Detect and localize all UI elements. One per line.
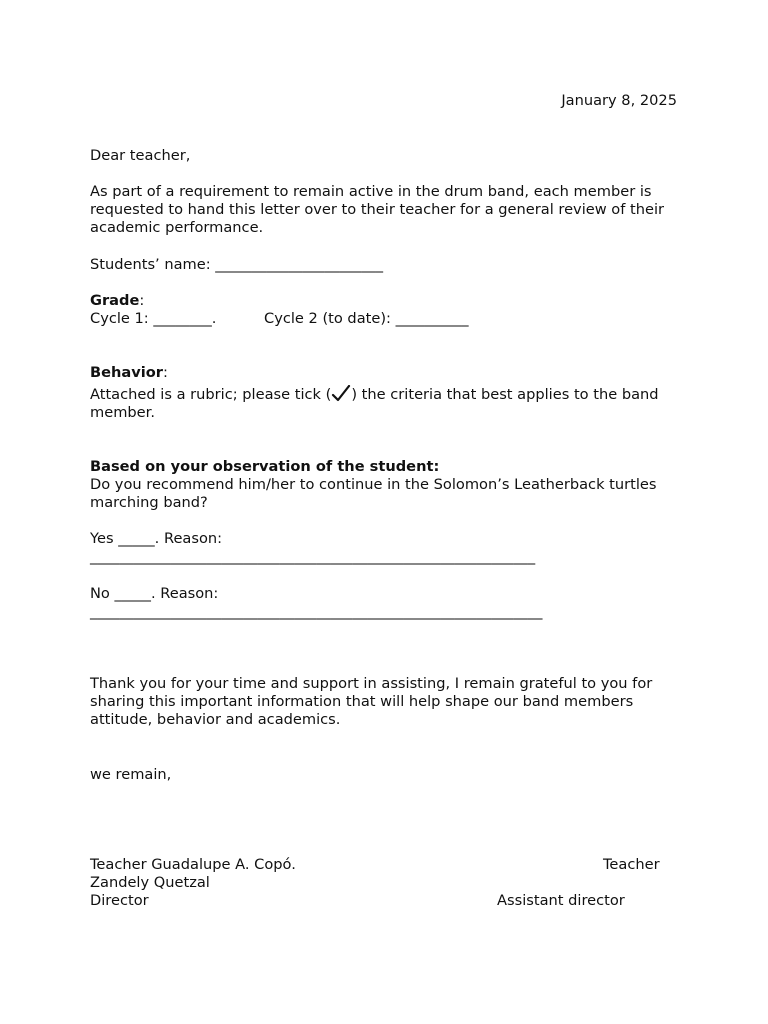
signature-right-line3: Assistant director — [497, 892, 625, 909]
behavior-text-after: ) the criteria that best applies to the band member. — [90, 386, 659, 421]
behavior-paragraph — [90, 385, 682, 422]
signature-left-line2: Zandely Quetzal — [90, 874, 210, 891]
observation-question: Do you recommend him/her to continue in the Solomon’s Leatherback turtles marching band? — [90, 476, 657, 511]
behavior-text-before: Attached is a rubric; please tick ( — [90, 386, 332, 403]
grade-heading — [90, 292, 682, 310]
behavior-heading-colon: : — [163, 364, 168, 381]
thanks-paragraph: Thank you for your time and support in assisting, I remain grateful to you for sharing this important information that will help shape our band members attitude, behavior and academics. — [90, 675, 653, 728]
signature-left-line3: Director — [90, 892, 149, 909]
no-reason-underline: ______________________________________________________________ — [90, 603, 543, 620]
letter-date: January 8, 2025 — [561, 92, 677, 109]
yes-line: Yes _____. Reason: — [90, 530, 223, 547]
behavior-heading-label: Behavior — [90, 364, 163, 381]
grade-heading-label: Grade — [90, 292, 140, 309]
cycle1-field: Cycle 1: ________. — [90, 310, 217, 327]
student-name-field: Students’ name: _______________________ — [90, 256, 384, 273]
observation-heading: Based on your observation of the student: — [90, 458, 440, 475]
checkmark-icon — [331, 385, 351, 403]
signature-right-line1: Teacher — [603, 856, 660, 873]
cycle2-field: Cycle 2 (to date): __________ — [264, 310, 469, 327]
salutation: Dear teacher, — [90, 147, 191, 164]
grade-heading-colon: : — [139, 292, 145, 309]
yes-reason-underline: _____________________________________________________________ — [90, 548, 536, 565]
behavior-heading — [90, 364, 682, 382]
closing: we remain, — [90, 766, 172, 783]
signature-left-line1: Teacher Guadalupe A. Copó. — [90, 856, 296, 873]
intro-paragraph: As part of a requirement to remain active in the drum band, each member is requested to hand this letter over to their teacher for a general review of their academic performance. — [90, 183, 665, 236]
no-line: No _____. Reason: — [90, 585, 219, 602]
